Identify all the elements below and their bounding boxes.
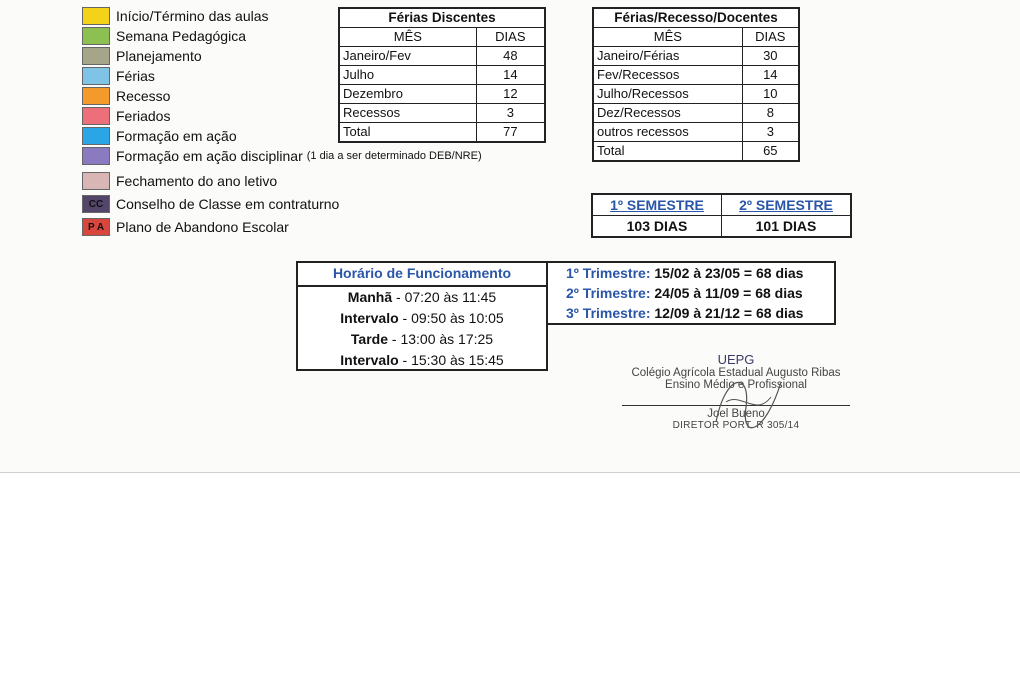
table-row: [593, 142, 799, 162]
horario-value: - 07:20 às 11:45: [392, 289, 497, 305]
trimestre-line: [566, 303, 834, 323]
table-row: [339, 66, 545, 85]
horario-label: Tarde: [350, 331, 388, 347]
days-cell: 14: [476, 66, 545, 85]
table-row: [339, 85, 545, 104]
month-cell: Total: [593, 142, 742, 162]
signature-scribble: [696, 362, 796, 442]
horario-line: [298, 329, 546, 350]
semester-1-title: 1º SEMESTRE: [592, 194, 722, 216]
days-cell: 3: [742, 123, 799, 142]
stamp-line-5: DIRETOR PORT. R 305/14: [672, 420, 800, 431]
horario-line: [298, 287, 546, 308]
column-header: DIAS: [742, 28, 799, 47]
color-swatch: [82, 127, 110, 145]
color-swatch: [82, 87, 110, 105]
horario-title: Horário de Funcionamento: [298, 263, 546, 287]
trimestre-label: 2º Trimestre:: [566, 285, 651, 301]
column-header: MÊS: [593, 28, 742, 47]
legend-label: Formação em ação disciplinar: [116, 148, 303, 164]
legend-item: [82, 194, 482, 214]
days-cell: 8: [742, 104, 799, 123]
horario-value: - 13:00 às 17:25: [388, 331, 494, 347]
month-cell: outros recessos: [593, 123, 742, 142]
trimestre-value: 15/02 à 23/05 = 68 dias: [650, 265, 804, 281]
semester-2-days: 101 DIAS: [722, 216, 852, 238]
horario-funcionamento-box: [296, 261, 548, 371]
table-row: [593, 123, 799, 142]
table-row: [339, 123, 545, 143]
table-row: [593, 85, 799, 104]
stamp-line-3: Ensino Médio e Profissional: [665, 379, 807, 391]
legend-label: Semana Pedagógica: [116, 28, 246, 44]
legend-label: Férias: [116, 68, 155, 84]
horario-line: [298, 308, 546, 329]
table-row: [339, 104, 545, 123]
days-cell: 12: [476, 85, 545, 104]
month-cell: Julho: [339, 66, 476, 85]
legend-item: [82, 146, 482, 166]
days-cell: 30: [742, 47, 799, 66]
month-cell: Recessos: [339, 104, 476, 123]
semester-1-days: 103 DIAS: [592, 216, 722, 238]
director-stamp: [618, 352, 854, 431]
color-swatch: [82, 67, 110, 85]
trimestre-line: [566, 283, 834, 303]
ferias-docentes-table: [592, 7, 800, 162]
month-cell: Dez/Recessos: [593, 104, 742, 123]
color-swatch: [82, 147, 110, 165]
legend-label: Planejamento: [116, 48, 202, 64]
legend-label: Formação em ação: [116, 128, 237, 144]
trimestres-box: [548, 261, 836, 325]
color-swatch: [82, 7, 110, 25]
horario-value: - 15:30 às 15:45: [398, 352, 504, 368]
month-cell: Dezembro: [339, 85, 476, 104]
horario-line: [298, 350, 546, 371]
days-cell: 10: [742, 85, 799, 104]
legend-label: Fechamento do ano letivo: [116, 173, 278, 189]
column-header: DIAS: [476, 28, 545, 47]
horario-label: Intervalo: [340, 310, 399, 326]
legend-item: [82, 217, 482, 237]
semestres-table: [591, 193, 852, 238]
table-row: [593, 66, 799, 85]
horario-label: Manhã: [347, 289, 393, 305]
stamp-line-4: Joel Bueno: [707, 408, 765, 420]
table-row: [593, 104, 799, 123]
ferias-discentes-table: [338, 7, 546, 143]
table-title: Férias/Recesso/Docentes: [593, 8, 799, 28]
semester-2-title: 2º SEMESTRE: [722, 194, 852, 216]
legend-label: Plano de Abandono Escolar: [116, 219, 289, 235]
color-swatch: P A: [82, 218, 110, 236]
legend-item: [82, 171, 482, 191]
table-row: [339, 47, 545, 66]
month-cell: Fev/Recessos: [593, 66, 742, 85]
color-swatch: [82, 47, 110, 65]
legend-label: Recesso: [116, 88, 171, 104]
trimestre-value: 12/09 à 21/12 = 68 dias: [650, 305, 804, 321]
horario-label: Intervalo: [340, 352, 399, 368]
trimestre-line: [566, 263, 834, 283]
month-cell: Julho/Recessos: [593, 85, 742, 104]
legend-label: Feriados: [116, 108, 171, 124]
color-swatch: CC: [82, 195, 110, 213]
color-swatch: [82, 27, 110, 45]
stamp-line-2: Colégio Agrícola Estadual Augusto Ribas: [631, 367, 841, 379]
month-cell: Total: [339, 123, 476, 143]
days-cell: 77: [476, 123, 545, 143]
color-swatch: [82, 107, 110, 125]
trimestre-label: 3º Trimestre:: [566, 305, 651, 321]
days-cell: 48: [476, 47, 545, 66]
month-cell: Janeiro/Férias: [593, 47, 742, 66]
column-header: MÊS: [339, 28, 476, 47]
trimestre-value: 24/05 à 11/09 = 68 dias: [650, 285, 803, 301]
trimestre-label: 1º Trimestre:: [566, 265, 651, 281]
table-row: [593, 47, 799, 66]
month-cell: Janeiro/Fev: [339, 47, 476, 66]
table-title: Férias Discentes: [339, 8, 545, 28]
legend-note: (1 dia a ser determinado DEB/NRE): [306, 150, 482, 162]
legend-label: Início/Término das aulas: [116, 8, 269, 24]
stamp-line-1: UEPG: [717, 352, 755, 367]
horario-value: - 09:50 às 10:05: [398, 310, 504, 326]
legend-label: Conselho de Classe em contraturno: [116, 196, 340, 212]
days-cell: 3: [476, 104, 545, 123]
days-cell: 65: [742, 142, 799, 162]
color-swatch: [82, 172, 110, 190]
days-cell: 14: [742, 66, 799, 85]
